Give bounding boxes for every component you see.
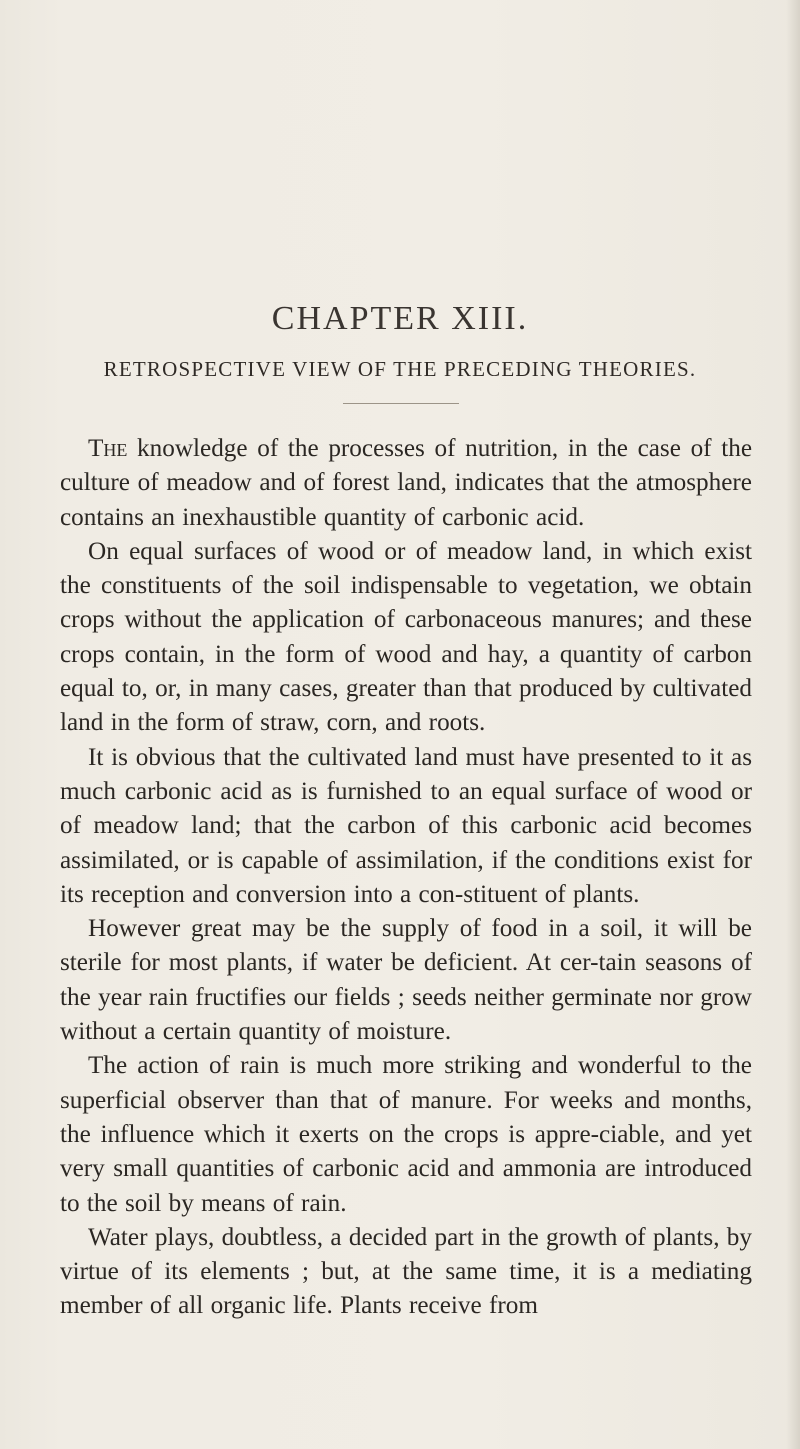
paragraph: [60, 741, 752, 912]
paragraph: [60, 535, 752, 741]
paragraph-text: knowledge of the processes of nutrition, in the case of the culture of meadow and of forest land, indicates that the atmosphere contains an inexhaustible quantity of carbonic acid.: [60, 435, 752, 531]
paragraph: [60, 912, 752, 1049]
paragraph: [60, 432, 752, 535]
page-edge-shadow: [786, 0, 800, 1449]
paragraph-text: However great may be the supply of food in a soil, it will be sterile for most plants, if water be deficient. At cer-tain seasons of the year rain fructifies our fields ; seeds neither germinate nor grow without a certain quantity of moisture.: [60, 915, 752, 1046]
paragraph-text: The action of rain is much more striking and wonderful to the superficial observer than that of manure. For weeks and months, the influence which it exerts on the crops is appre-ciable, and yet very small quantities of carbonic acid and ammonia are introduced to the soil by means of rain.: [60, 1052, 752, 1217]
paragraph: [60, 1049, 752, 1220]
chapter-heading: CHAPTER XIII.: [271, 300, 529, 337]
paragraph-text: On equal surfaces of wood or of meadow land, in which exist the constituents of the soil indispensable to vegetation, we obtain crops without the application of carbonaceous manures; and these crops contain, in the form of wood and hay, a quantity of carbon equal to, or, in many cases, greater than that produced by cultivated land in the form of straw, corn, and roots.: [60, 537, 752, 737]
chapter-subtitle: RETROSPECTIVE VIEW OF THE PRECEDING THEORIES.: [103, 357, 697, 381]
paragraph-lead-word: The: [88, 435, 128, 462]
body-text: [60, 432, 752, 1324]
paragraph-text: Water plays, doubtless, a decided part in the growth of plants, by virtue of its elements ; but, at the same time, it is a mediating member of all organic life. Plants receive from: [60, 1223, 752, 1320]
paragraph-text: It is obvious that the cultivated land must have presented to it as much carbonic acid as is furnished to an equal surface of wood or of meadow land; that the carbon of this carbonic acid becomes assimilated, or is capable of assimilation, if the conditions exist for its reception and conversion into a con-stituent of plants.: [60, 743, 752, 908]
title-divider: [343, 403, 459, 404]
paragraph: [60, 1221, 752, 1324]
